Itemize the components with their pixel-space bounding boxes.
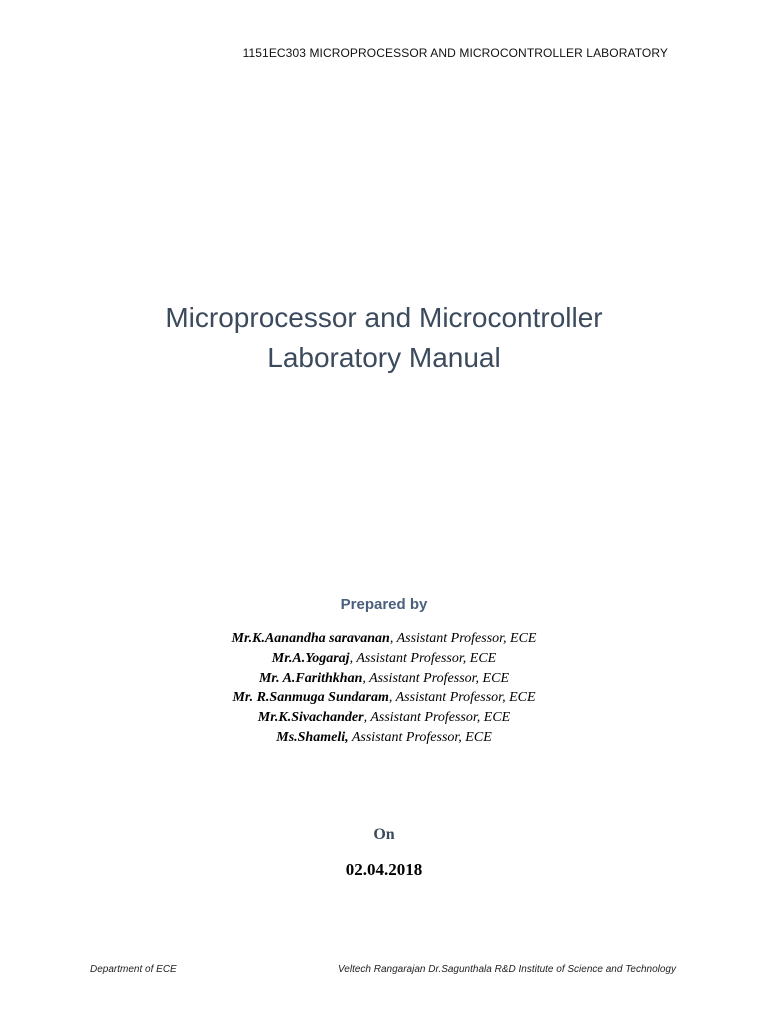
- author-line: [0, 669, 768, 689]
- running-header: 1151EC303 MICROPROCESSOR AND MICROCONTROLLER LABORATORY: [242, 46, 668, 60]
- author-role: , Assistant Professor, ECE: [388, 690, 536, 706]
- footer-institute: Veltech Rangarajan Dr.Sagunthala R&D Institute of Science and Technology: [338, 964, 676, 975]
- author-name: Ms.Shameli,: [276, 729, 349, 745]
- document-title: [0, 298, 768, 378]
- author-name: Mr.K.Aanandha saravanan: [231, 631, 390, 646]
- author-line: [0, 629, 768, 649]
- author-line: [0, 708, 768, 728]
- footer-department: Department of ECE: [90, 964, 177, 975]
- author-role: , Assistant Professor, ECE: [389, 631, 537, 646]
- title-line-1: Microprocessor and Microcontroller: [165, 302, 603, 333]
- author-line: [0, 649, 768, 669]
- author-role: , Assistant Professor, ECE: [363, 710, 511, 726]
- author-name: Mr. A.Farithkhan: [258, 670, 363, 686]
- author-name: Mr.A.Yogaraj: [271, 650, 350, 666]
- author-role: , Assistant Professor, ECE: [349, 650, 497, 666]
- author-name: Mr.K.Sivachander: [257, 710, 364, 726]
- author-line: [0, 688, 768, 708]
- author-name: Mr. R.Sanmuga Sundaram: [232, 690, 389, 706]
- on-label: On: [373, 826, 395, 843]
- author-line: [0, 728, 768, 748]
- author-list: [0, 629, 768, 748]
- prepared-by-heading: Prepared by: [340, 596, 428, 613]
- document-date: 02.04.2018: [345, 860, 423, 879]
- title-line-2: Laboratory Manual: [267, 342, 501, 373]
- author-role: Assistant Professor, ECE: [348, 729, 492, 745]
- author-role: , Assistant Professor, ECE: [362, 670, 509, 686]
